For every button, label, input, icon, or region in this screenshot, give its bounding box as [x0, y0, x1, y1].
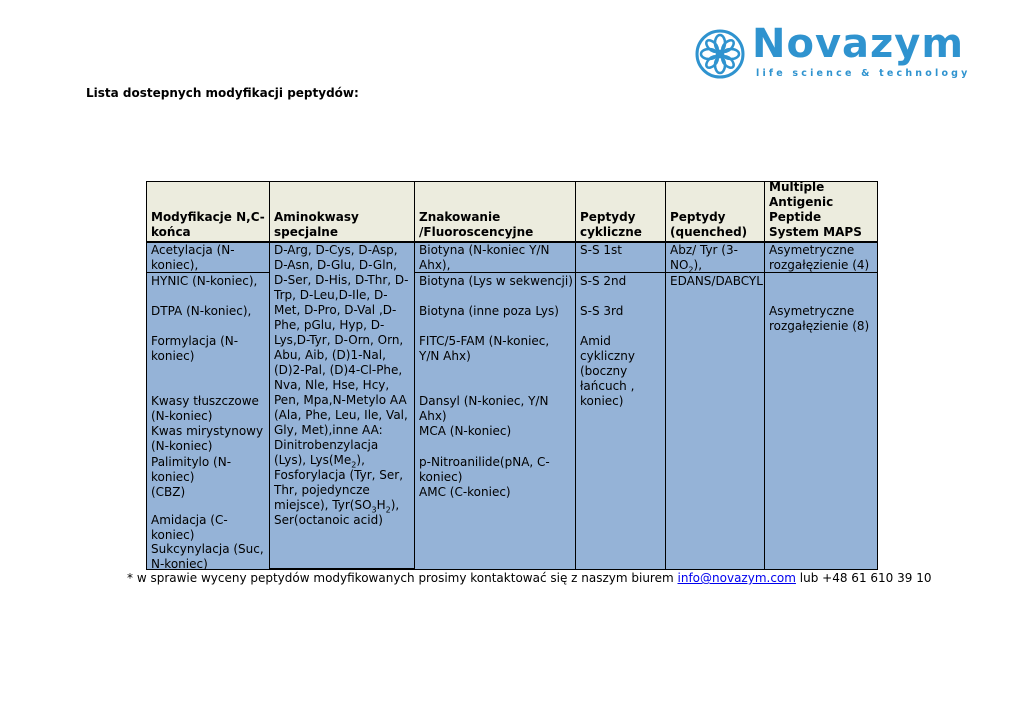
list-item: Sukcynylacja (Suc, N-koniec) [151, 542, 264, 571]
amino-acid-list [274, 243, 410, 528]
amino-acid-text: ), Fosforylacja (Tyr, Ser, Thr, pojedyncze miejsce), Tyr(SO [274, 453, 404, 512]
header-quenched-peptides [665, 181, 765, 242]
abz-text: ), [693, 258, 703, 272]
header-label: Multiple Antigenic Peptide System MAPS [769, 180, 862, 239]
list-item: Palimitylo (N-koniec) [151, 455, 232, 484]
list-item: S-S 1st [580, 243, 622, 257]
header-label: Znakowanie /Fluoroscencyjne [419, 210, 534, 239]
amino-acid-text: ), Ser(octanoic acid) [274, 498, 400, 527]
list-item: DTPA (N-koniec), [151, 304, 252, 318]
list-item: (CBZ) [151, 485, 186, 499]
header-maps [764, 181, 878, 242]
list-item: p-Nitroanilide(pNA, C-koniec) [419, 455, 550, 484]
column-n-c-terminus [146, 242, 270, 570]
logo-wordmark: Novazym [752, 21, 965, 67]
page-title: Lista dostepnych modyfikacji peptydów: [86, 86, 359, 100]
email-link[interactable]: info@novazym.com [677, 571, 796, 585]
header-labeling [414, 181, 576, 242]
list-item: FITC/5-FAM (N-koniec, Y/N Ahx) [419, 334, 550, 363]
flower-logo-icon [694, 28, 746, 80]
footnote [127, 571, 931, 585]
list-item: Amidacja (C-koniec) [151, 513, 228, 542]
subscript: 3 [371, 505, 377, 515]
list-item: Formylacja (N-koniec) [151, 334, 239, 363]
list-item: Dansyl (N-koniec, Y/N Ahx) [419, 394, 549, 423]
column-labeling [414, 242, 576, 570]
list-item: Biotyna (Lys w sekwencji) [419, 274, 573, 288]
footnote-phone: lub +48 61 610 39 10 [799, 571, 932, 585]
column-maps [764, 242, 878, 570]
modifications-table [146, 181, 878, 570]
header-n-c-terminus [146, 181, 270, 242]
abz-text: Abz/ Tyr (3-NO [670, 243, 738, 272]
list-item: EDANS/DABCYL [670, 274, 763, 288]
list-item: HYNIC (N-koniec), [151, 274, 258, 288]
header-label: Peptydy (quenched) [670, 210, 748, 239]
list-item [670, 243, 762, 273]
subscript: 2 [688, 265, 694, 275]
amino-acid-text: H [376, 498, 386, 512]
row-divider [576, 272, 665, 273]
list-item: Biotyna (inne poza Lys) [419, 304, 559, 318]
subscript: 2 [351, 460, 357, 470]
column-cyclic-peptides [575, 242, 666, 570]
footnote-text: * w sprawie wyceny peptydów modyfikowanych prosimy kontaktować się z naszym biurem [127, 571, 674, 585]
list-item: Asymetryczne rozgałęzienie (4) [769, 243, 870, 272]
logo-tagline: life science & technology [756, 68, 971, 79]
novazym-logo [694, 21, 984, 82]
header-cyclic-peptides [575, 181, 666, 242]
list-item: Kwas mirystynowy (N-koniec) [151, 424, 264, 453]
column-quenched-peptides [665, 242, 765, 570]
list-item: MCA (N-koniec) [419, 424, 512, 438]
list-item: Biotyna (N-koniec Y/N Ahx), [419, 243, 550, 272]
list-item: S-S 2nd [580, 274, 627, 288]
header-special-amino-acids [269, 181, 415, 242]
list-item: Acetylacja (N-koniec), [151, 243, 235, 272]
subscript: 2 [385, 505, 391, 515]
header-label: Modyfikacje N,C-końca [151, 210, 265, 239]
header-label: Aminokwasy specjalne [274, 210, 359, 239]
list-item: S-S 3rd [580, 304, 624, 318]
header-label: Peptydy cykliczne [580, 210, 642, 239]
list-item: Asymetryczne rozgałęzienie (8) [769, 304, 870, 333]
amino-acid-text: D-Arg, D-Cys, D-Asp, D-Asn, D-Glu, D-Gln, D-Ser, D-His, D-Thr, D-Trp, D-Leu,D-Ile, D-Met, D-Pro, D-Val ,D-Phe, pGlu, Hyp, D-Lys,D-Tyr, D-Orn, Orn, Abu, Aib, (D)1-Nal, (D)2-Pal, (D)4-Cl-Phe, Nva, Nle, Hse, Hcy, Pen, Mpa,N-Metylo AA (Ala, Phe, Leu, Ile, Val, Gly, Met),inne AA: Dinitrobenzylacja (Lys), Lys(Me [274, 243, 409, 467]
list-item: AMC (C-koniec) [419, 485, 511, 499]
column-special-amino-acids [269, 242, 415, 570]
list-item: Amid cykliczny (boczny łańcuch , koniec) [580, 334, 635, 408]
list-item: Kwasy tłuszczowe (N-koniec) [151, 394, 259, 423]
